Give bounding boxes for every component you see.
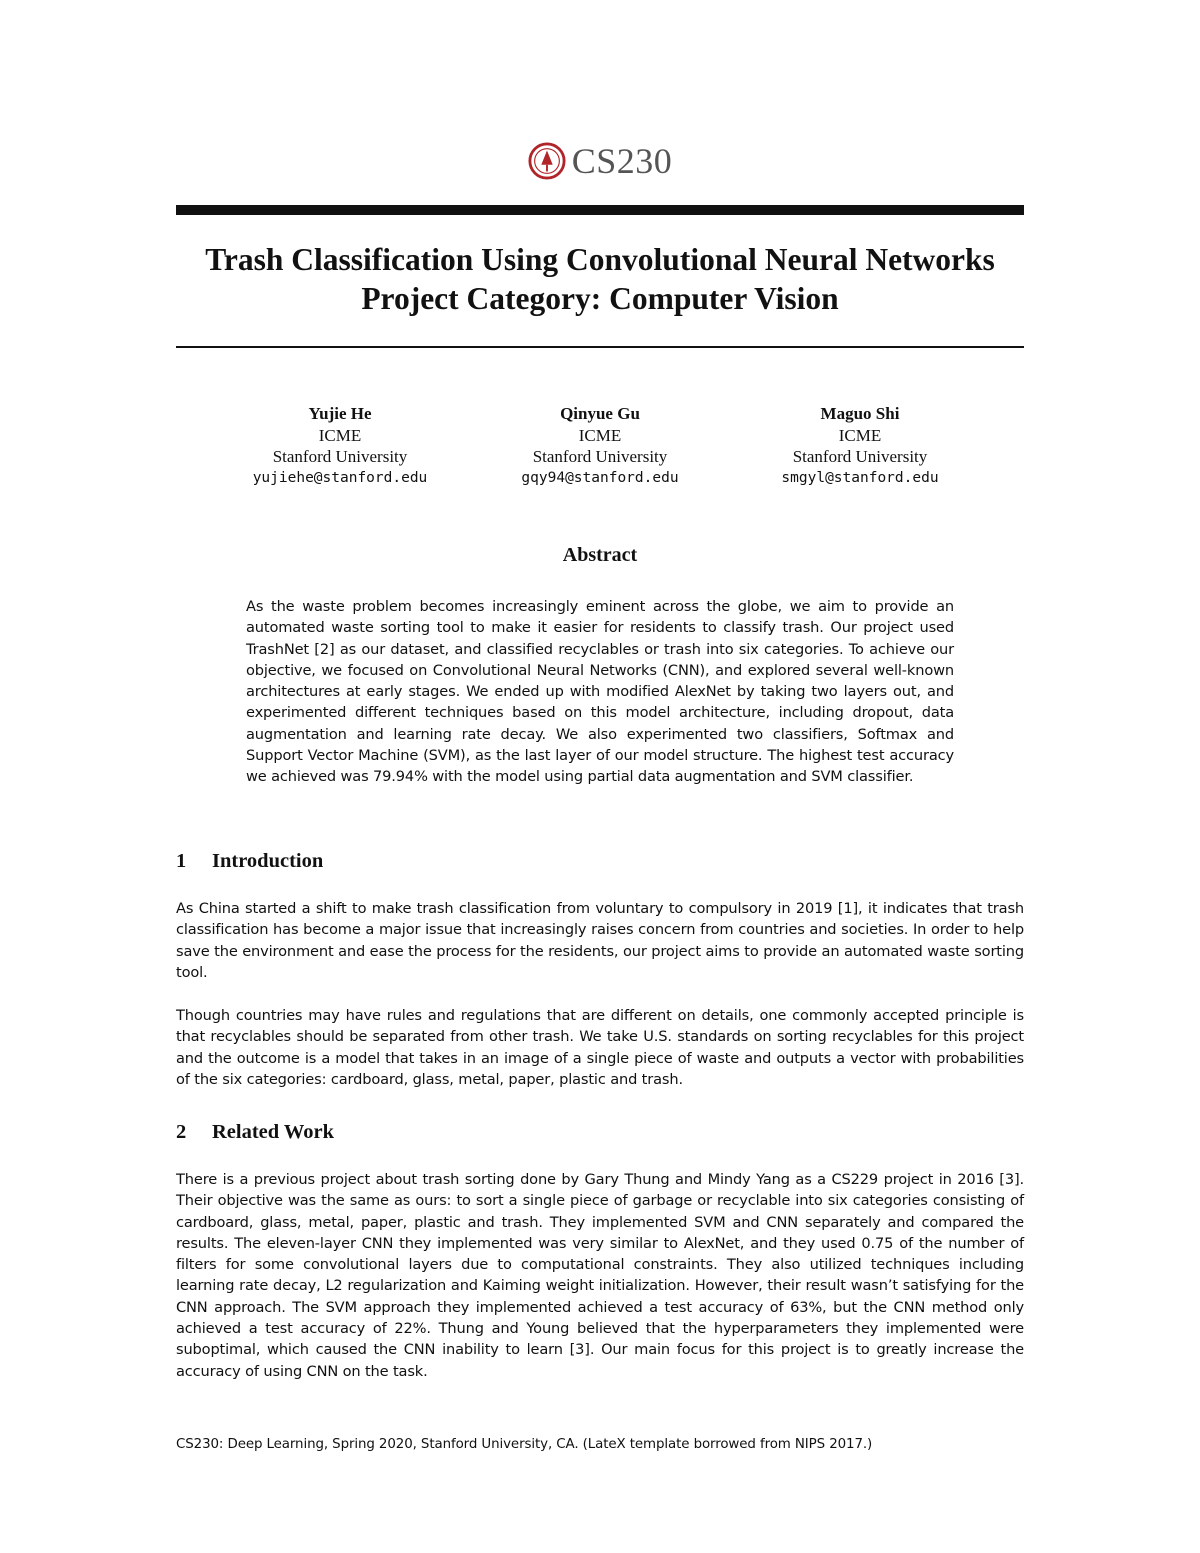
author-affiliation: Stanford University xyxy=(272,447,408,466)
section-number: 1 xyxy=(176,850,187,872)
author-dept: ICME xyxy=(318,425,362,445)
author-3 xyxy=(730,403,990,489)
author-email: yujiehe@stanford.edu xyxy=(252,469,428,486)
author-2 xyxy=(470,403,730,489)
title-bottom-rule xyxy=(176,346,1024,348)
abstract-text: As the waste problem becomes increasingly eminent across the globe, we aim to provide an automated waste sorting tool to make it easier for residents to classify trash. Our project used TrashNet [2] as our dataset, and classified recyclables or trash into six categories. To achieve our objective, we focused on Convolutional Neural Networks (CNN), and explored several well-known architectures at early stages. We ended up with modified AlexNet by taking two layers out, and experimented different techniques based on this model architecture, including dropout, data augmentation and learning rate decay. We also experimented two classifiers, Softmax and Support Vector Machine (SVM), as the last layer of our model structure. The highest test accuracy we achieved was 79.94% with the model using partial data augmentation and SVM classifier. xyxy=(246,598,954,786)
intro-paragraph-2: Though countries may have rules and regulations that are different on details, one commonly accepted principle is that recyclables should be separated from other trash. We take U.S. standards on sorting recyclables for this project and the outcome is a model that takes in an image of a single piece of waste and outputs a vector with probabilities of the six categories: cardboard, glass, metal, paper, plastic and trash. xyxy=(176,1007,1024,1088)
paper-title xyxy=(176,240,1024,318)
stanford-seal-icon xyxy=(528,142,566,180)
author-affiliation: Stanford University xyxy=(532,447,668,466)
related-work-paragraph: There is a previous project about trash sorting done by Gary Thung and Mindy Yang as a CS229 project in 2016 [3]. Their objective was the same as ours: to sort a single piece of garbage or recyclable into six categories consisting of cardboard, glass, metal, paper, plastic and trash. They implemented SVM and CNN separately and compared the results. The eleven-layer CNN they implemented was very similar to AlexNet, and they used 0.75 of the number of filters for some convolutional layers due to computational constraints. They also utilized techniques including learning rate decay, L2 regularization and Kaiming weight initialization. However, their result wasn’t satisfying for the CNN approach. The SVM approach they implemented achieved a test accuracy of 63%, but the CNN method only achieved a test accuracy of 22%. Thung and Young believed that the hyperparameters they implemented were suboptimal, which caused the CNN inability to learn [3]. Our main focus for this project is to greatly increase the accuracy of using CNN on the task. xyxy=(176,1171,1024,1380)
author-affiliation: Stanford University xyxy=(792,447,928,466)
author-name: Qinyue Gu xyxy=(560,404,640,423)
author-name: Yujie He xyxy=(308,404,372,423)
course-logo-text: CS230 xyxy=(571,141,673,181)
author-email: smgyl@stanford.edu xyxy=(781,469,939,486)
author-name: Maguo Shi xyxy=(820,404,900,423)
course-logo xyxy=(0,140,1200,184)
section-title: Related Work xyxy=(212,1121,335,1143)
footnote: CS230: Deep Learning, Spring 2020, Stanford University, CA. (LateX template borrowed from NIPS 2017.) xyxy=(176,1437,873,1452)
section-heading-related-work xyxy=(176,1121,334,1144)
author-block xyxy=(176,403,1024,489)
author-dept: ICME xyxy=(578,425,622,445)
title-top-rule xyxy=(176,205,1024,215)
section-number: 2 xyxy=(176,1121,187,1143)
intro-paragraph-1: As China started a shift to make trash classification from voluntary to compulsory in 2019 [1], it indicates that trash classification has become a major issue that increasingly raises concern from countries and societies. In order to help save the environment and ease the process for the residents, our project aims to provide an automated waste sorting tool. xyxy=(176,900,1024,981)
section-title: Introduction xyxy=(212,850,324,872)
title-line-1: Trash Classification Using Convolutional Neural Networks xyxy=(205,242,995,277)
title-line-2: Project Category: Computer Vision xyxy=(361,281,839,316)
author-1 xyxy=(210,403,470,489)
abstract-heading: Abstract xyxy=(562,544,638,566)
author-email: gqy94@stanford.edu xyxy=(521,469,679,486)
section-heading-introduction xyxy=(176,850,323,873)
author-dept: ICME xyxy=(838,425,882,445)
